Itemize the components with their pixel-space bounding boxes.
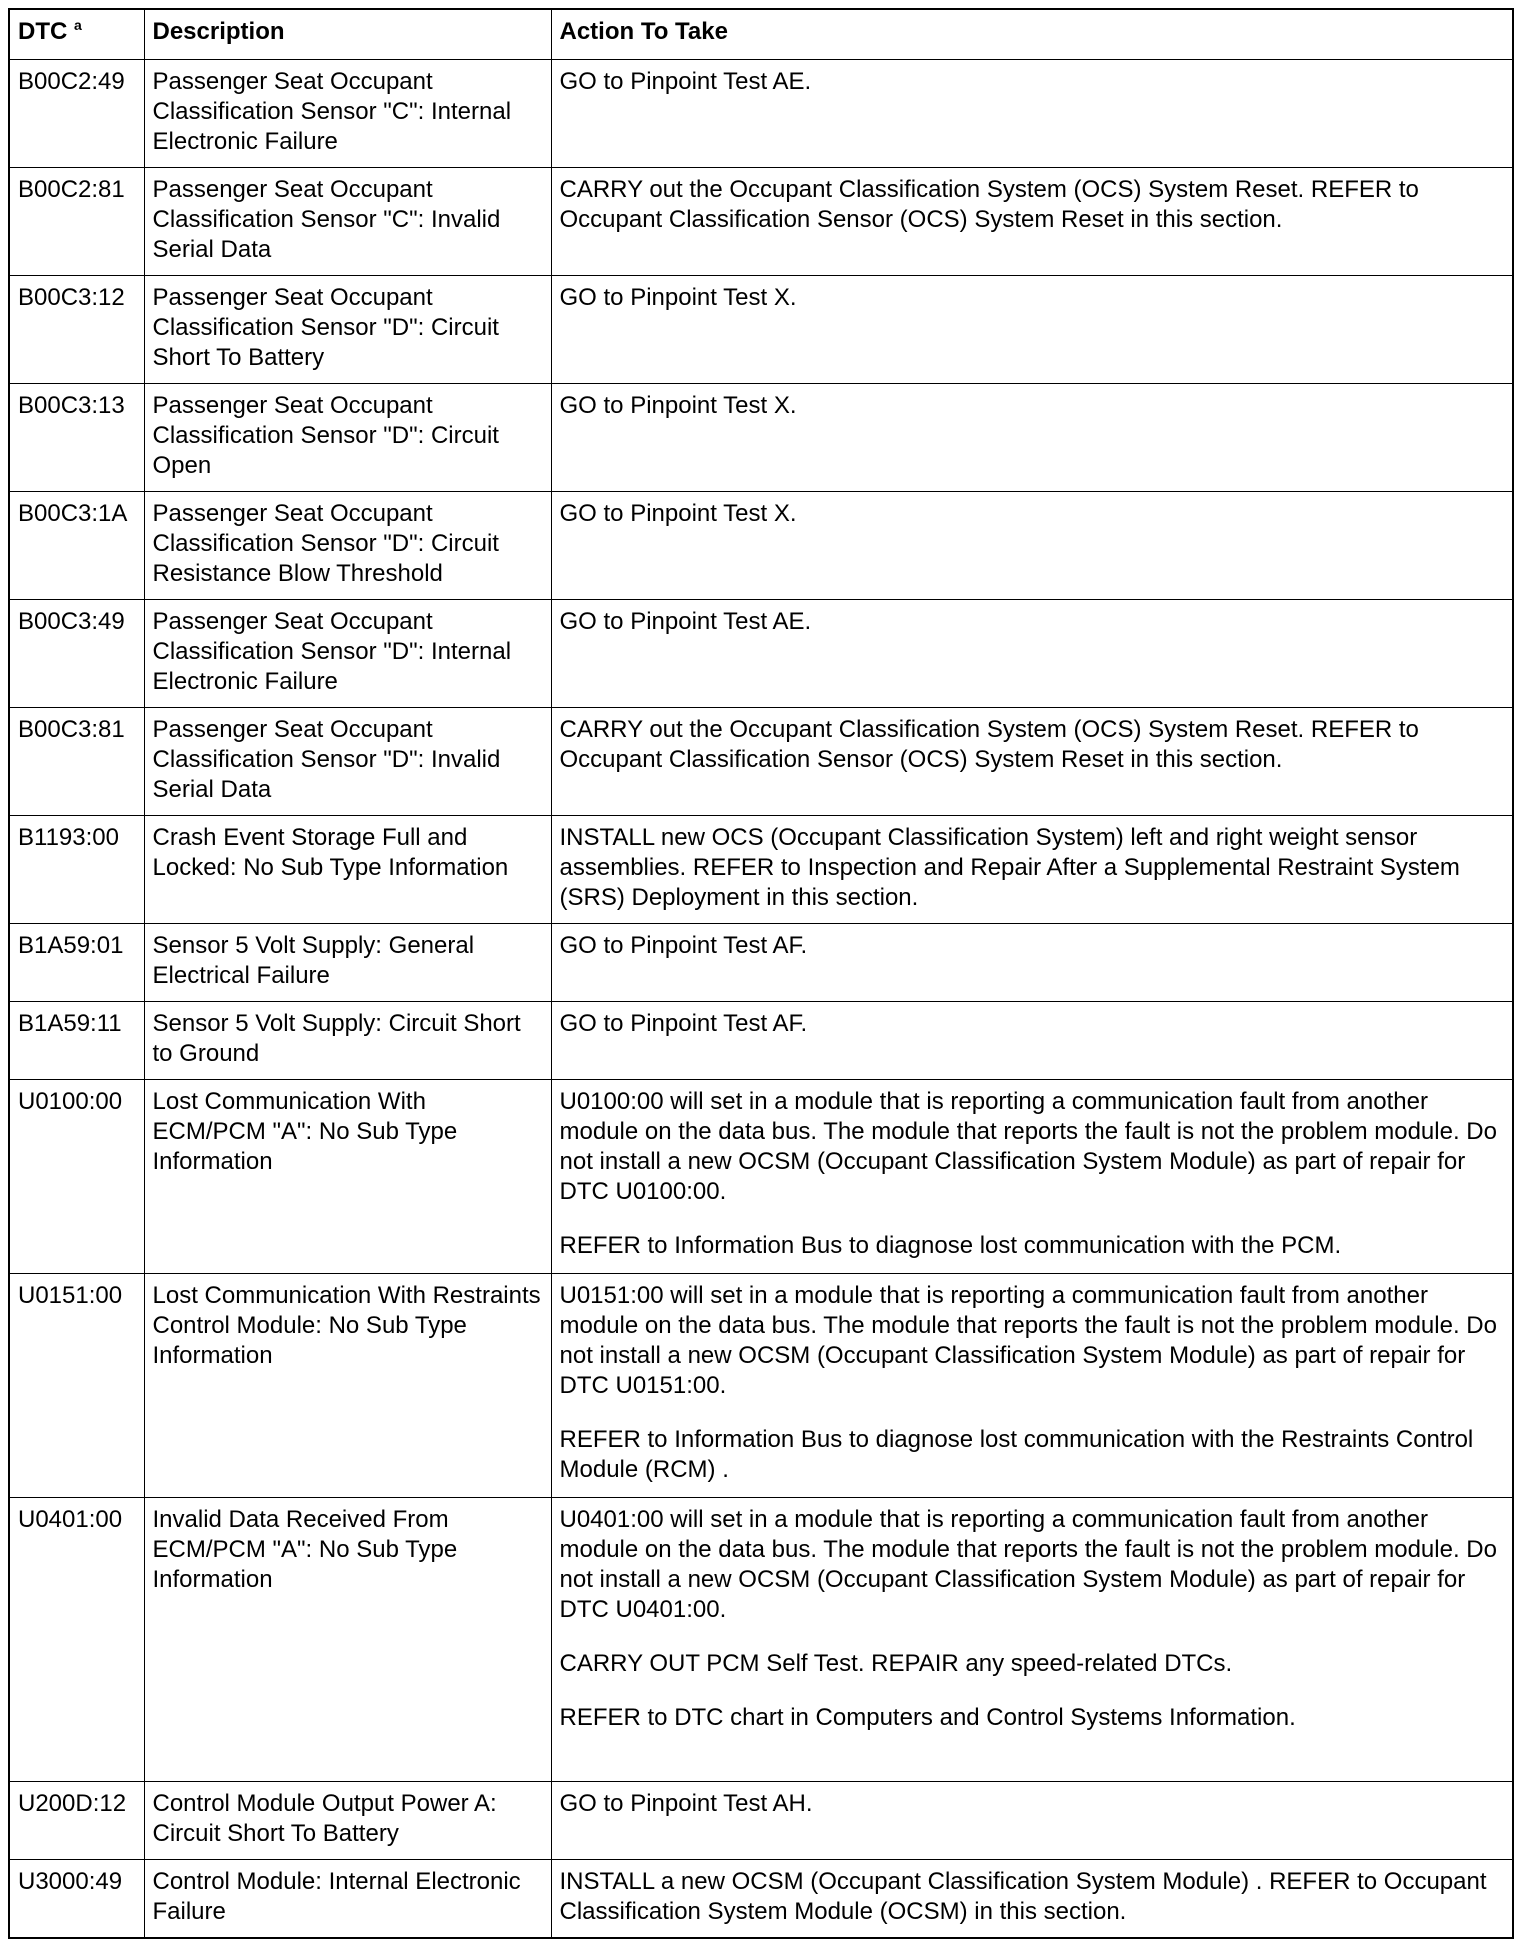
action-paragraph: GO to Pinpoint Test AE. bbox=[559, 68, 812, 95]
dtc-action bbox=[551, 60, 1513, 168]
dtc-code: B00C3:1A bbox=[9, 492, 144, 600]
table-row bbox=[9, 492, 1513, 600]
dtc-description: Invalid Data Received From ECM/PCM "A": No Sub Type Information bbox=[144, 1498, 551, 1782]
header-row bbox=[9, 9, 1513, 60]
table-row bbox=[9, 1498, 1513, 1782]
dtc-action bbox=[551, 276, 1513, 384]
dtc-description: Passenger Seat Occupant Classification Sensor "D": Circuit Resistance Blow Threshold bbox=[144, 492, 551, 600]
dtc-description: Passenger Seat Occupant Classification Sensor "C": Internal Electronic Failure bbox=[144, 60, 551, 168]
table-row bbox=[9, 1002, 1513, 1080]
dtc-code: B00C3:49 bbox=[9, 600, 144, 708]
table-row bbox=[9, 924, 1513, 1002]
header-description: Description bbox=[144, 9, 551, 60]
dtc-code: B1193:00 bbox=[9, 816, 144, 924]
action-paragraph: GO to Pinpoint Test AH. bbox=[559, 1790, 813, 1817]
action-paragraph: REFER to Information Bus to diagnose lost communication with the PCM. bbox=[559, 1232, 1342, 1259]
table-row bbox=[9, 276, 1513, 384]
action-paragraph: GO to Pinpoint Test AF. bbox=[559, 932, 808, 959]
action-paragraph: CARRY out the Occupant Classification System (OCS) System Reset. REFER to Occupant Classification Sensor (OCS) System Reset in this section. bbox=[559, 176, 1419, 233]
action-paragraph: INSTALL a new OCSM (Occupant Classification System Module) . REFER to Occupant Classification System Module (OCSM) in this section. bbox=[559, 1868, 1487, 1925]
header-dtc bbox=[9, 9, 144, 60]
dtc-code: B00C3:81 bbox=[9, 708, 144, 816]
dtc-code: U200D:12 bbox=[9, 1782, 144, 1860]
dtc-action bbox=[551, 1782, 1513, 1860]
action-paragraph: CARRY out the Occupant Classification System (OCS) System Reset. REFER to Occupant Classification Sensor (OCS) System Reset in this section. bbox=[559, 716, 1419, 773]
action-paragraph: GO to Pinpoint Test X. bbox=[559, 500, 797, 527]
dtc-action bbox=[551, 708, 1513, 816]
dtc-action bbox=[551, 1080, 1513, 1274]
dtc-description: Control Module: Internal Electronic Failure bbox=[144, 1860, 551, 1938]
dtc-action bbox=[551, 1860, 1513, 1938]
table-row bbox=[9, 1860, 1513, 1938]
dtc-code: B00C3:12 bbox=[9, 276, 144, 384]
dtc-code: U0401:00 bbox=[9, 1498, 144, 1782]
action-paragraph: INSTALL new OCS (Occupant Classification System) left and right weight sensor assemblies. REFER to Inspection and Repair After a Supplemental Restraint System (SRS) Deployment in this section. bbox=[559, 824, 1460, 911]
dtc-code: U0151:00 bbox=[9, 1274, 144, 1498]
dtc-action bbox=[551, 384, 1513, 492]
table-row bbox=[9, 1274, 1513, 1498]
action-paragraph: GO to Pinpoint Test X. bbox=[559, 284, 797, 311]
action-paragraph: U0401:00 will set in a module that is reporting a communication fault from another module on the data bus. The module that reports the fault is not the problem module. Do not install a new OCSM (Occupant Classification System Module) as part of repair for DTC U0401:00. bbox=[559, 1506, 1497, 1623]
dtc-description: Passenger Seat Occupant Classification Sensor "D": Circuit Open bbox=[144, 384, 551, 492]
table-row bbox=[9, 60, 1513, 168]
header-action: Action To Take bbox=[551, 9, 1513, 60]
table-row bbox=[9, 1782, 1513, 1860]
dtc-description: Sensor 5 Volt Supply: General Electrical Failure bbox=[144, 924, 551, 1002]
header-dtc-label: DTC bbox=[18, 18, 68, 45]
dtc-table bbox=[8, 8, 1514, 1939]
dtc-code: B00C2:49 bbox=[9, 60, 144, 168]
dtc-description: Lost Communication With Restraints Control Module: No Sub Type Information bbox=[144, 1274, 551, 1498]
dtc-description: Control Module Output Power A: Circuit Short To Battery bbox=[144, 1782, 551, 1860]
dtc-action bbox=[551, 600, 1513, 708]
table-row bbox=[9, 600, 1513, 708]
table-row bbox=[9, 816, 1513, 924]
dtc-description: Passenger Seat Occupant Classification Sensor "C": Invalid Serial Data bbox=[144, 168, 551, 276]
action-paragraph: REFER to Information Bus to diagnose lost communication with the Restraints Control Module (RCM) . bbox=[559, 1426, 1474, 1483]
action-paragraph: U0151:00 will set in a module that is reporting a communication fault from another module on the data bus. The module that reports the fault is not the problem module. Do not install a new OCSM (Occupant Classification System Module) as part of repair for DTC U0151:00. bbox=[559, 1282, 1497, 1399]
dtc-action bbox=[551, 1002, 1513, 1080]
action-paragraph: CARRY OUT PCM Self Test. REPAIR any speed-related DTCs. bbox=[559, 1650, 1233, 1677]
dtc-code: B00C3:13 bbox=[9, 384, 144, 492]
action-paragraph: U0100:00 will set in a module that is reporting a communication fault from another module on the data bus. The module that reports the fault is not the problem module. Do not install a new OCSM (Occupant Classification System Module) as part of repair for DTC U0100:00. bbox=[559, 1088, 1497, 1205]
dtc-code: B1A59:01 bbox=[9, 924, 144, 1002]
dtc-action bbox=[551, 1274, 1513, 1498]
action-paragraph: REFER to DTC chart in Computers and Control Systems Information. bbox=[559, 1704, 1296, 1731]
dtc-action bbox=[551, 168, 1513, 276]
dtc-code: B00C2:81 bbox=[9, 168, 144, 276]
dtc-description: Passenger Seat Occupant Classification Sensor "D": Circuit Short To Battery bbox=[144, 276, 551, 384]
table-body bbox=[9, 60, 1513, 1938]
table-row bbox=[9, 384, 1513, 492]
action-paragraph: GO to Pinpoint Test AE. bbox=[559, 608, 812, 635]
dtc-description: Crash Event Storage Full and Locked: No Sub Type Information bbox=[144, 816, 551, 924]
table-row bbox=[9, 708, 1513, 816]
dtc-action bbox=[551, 816, 1513, 924]
dtc-description: Sensor 5 Volt Supply: Circuit Short to Ground bbox=[144, 1002, 551, 1080]
dtc-code: B1A59:11 bbox=[9, 1002, 144, 1080]
dtc-description: Passenger Seat Occupant Classification Sensor "D": Invalid Serial Data bbox=[144, 708, 551, 816]
dtc-action bbox=[551, 924, 1513, 1002]
table-row bbox=[9, 168, 1513, 276]
dtc-code: U0100:00 bbox=[9, 1080, 144, 1274]
action-paragraph: GO to Pinpoint Test AF. bbox=[559, 1010, 808, 1037]
header-dtc-footnote: a bbox=[74, 17, 82, 33]
action-paragraph: GO to Pinpoint Test X. bbox=[559, 392, 797, 419]
dtc-action bbox=[551, 492, 1513, 600]
dtc-action bbox=[551, 1498, 1513, 1782]
dtc-description: Passenger Seat Occupant Classification Sensor "D": Internal Electronic Failure bbox=[144, 600, 551, 708]
table-row bbox=[9, 1080, 1513, 1274]
dtc-description: Lost Communication With ECM/PCM "A": No Sub Type Information bbox=[144, 1080, 551, 1274]
dtc-code: U3000:49 bbox=[9, 1860, 144, 1938]
